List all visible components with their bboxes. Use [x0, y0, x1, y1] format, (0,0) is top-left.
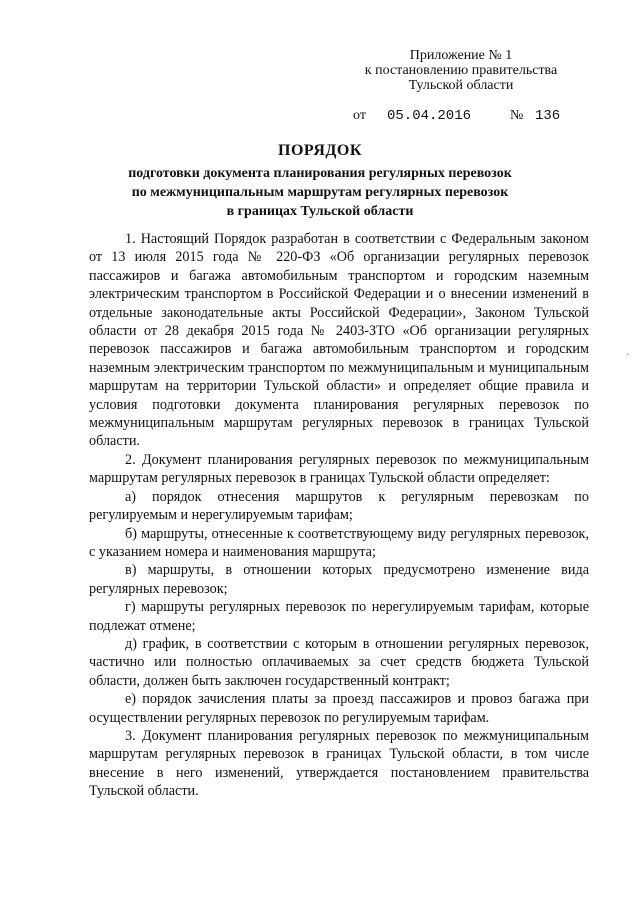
list-item-b: б) маршруты, отнесенные к соответствующему виду регулярных перевозок, с указанием номера и наименования маршрута; [89, 525, 589, 560]
appendix-title: Приложение № 1 [409, 48, 513, 63]
decree-date: 05.04.2016 [387, 108, 472, 124]
paragraph-2: 2. Документ планирования регулярных перевозок по межмуниципальным маршрутам регулярных перевозок в границах Тульской области определяет: [89, 451, 589, 487]
number-label: № [510, 108, 524, 123]
margin-mark: · [626, 350, 630, 361]
document-title: ПОРЯДОК [278, 142, 362, 159]
paragraph-3: 3. Документ планирования регулярных перевозок по межмуниципальным маршрутам регулярных перевозок в границах Тульской области, в том числе внесение в него изменений, утверждается постановлением правительства Тульской области. [89, 727, 589, 800]
decree-number: 136 [535, 108, 561, 124]
list-item-d: г) маршруты регулярных перевозок по нерегулируемым тарифам, которые подлежат отмене; [89, 599, 589, 634]
date-prefix: от [353, 108, 366, 123]
list-item-c: в) маршруты, в отношении которых предусмотрено изменение вида регулярных перевозок; [89, 562, 589, 597]
appendix-decree: к постановлению правительства [364, 63, 558, 78]
list-item-a: а) порядок отнесения маршрутов к регулярным перевозкам по регулируемым и нерегулируемым тарифам; [89, 488, 589, 524]
subtitle-line-3: в границах Тульской области [226, 204, 414, 219]
document-subtitle [100, 164, 540, 221]
document-body [89, 230, 589, 801]
paragraph-1: 1. Настоящий Порядок разработан в соответствии с Федеральным законом от 13 июля 2015 года № 220-ФЗ «Об организации регулярных перевозок пассажиров и багажа автомобильным транспортом и городским наземным электрическим транспортом в Российской Федерации и о внесении изменений в отдельные законодательные акты Российской Федерации», Законом Тульской области от 28 декабря 2015 года № 2403-ЗТО «Об организации регулярных перевозок пассажиров и багажа автомобильным транспортом и городским наземным электрическим транспортом по межмуниципальным и муниципальным маршрутам на территории Тульской области» и определяет общие правила и условия подготовки документа планирования регулярных перевозок по межмуниципальным маршрутам регулярных перевозок в границах Тульской области. [89, 231, 589, 450]
subtitle-line-1: подготовки документа планирования регулярных перевозок [128, 166, 512, 181]
appendix-region: Тульской области [408, 78, 514, 93]
list-item-e: д) график, в соответствии с которым в отношении регулярных перевозок, частично или полностью оплачиваемых за счет средств бюджета Тульской области, должен быть заключен государственный контракт; [89, 635, 589, 689]
list-item-f: е) порядок зачисления платы за проезд пассажиров и провоз багажа при осуществлении регулярных перевозок по регулируемым тарифам. [89, 691, 589, 726]
subtitle-line-2: по межмуниципальным маршрутам регулярных перевозок [131, 185, 509, 200]
appendix-header [346, 48, 576, 93]
